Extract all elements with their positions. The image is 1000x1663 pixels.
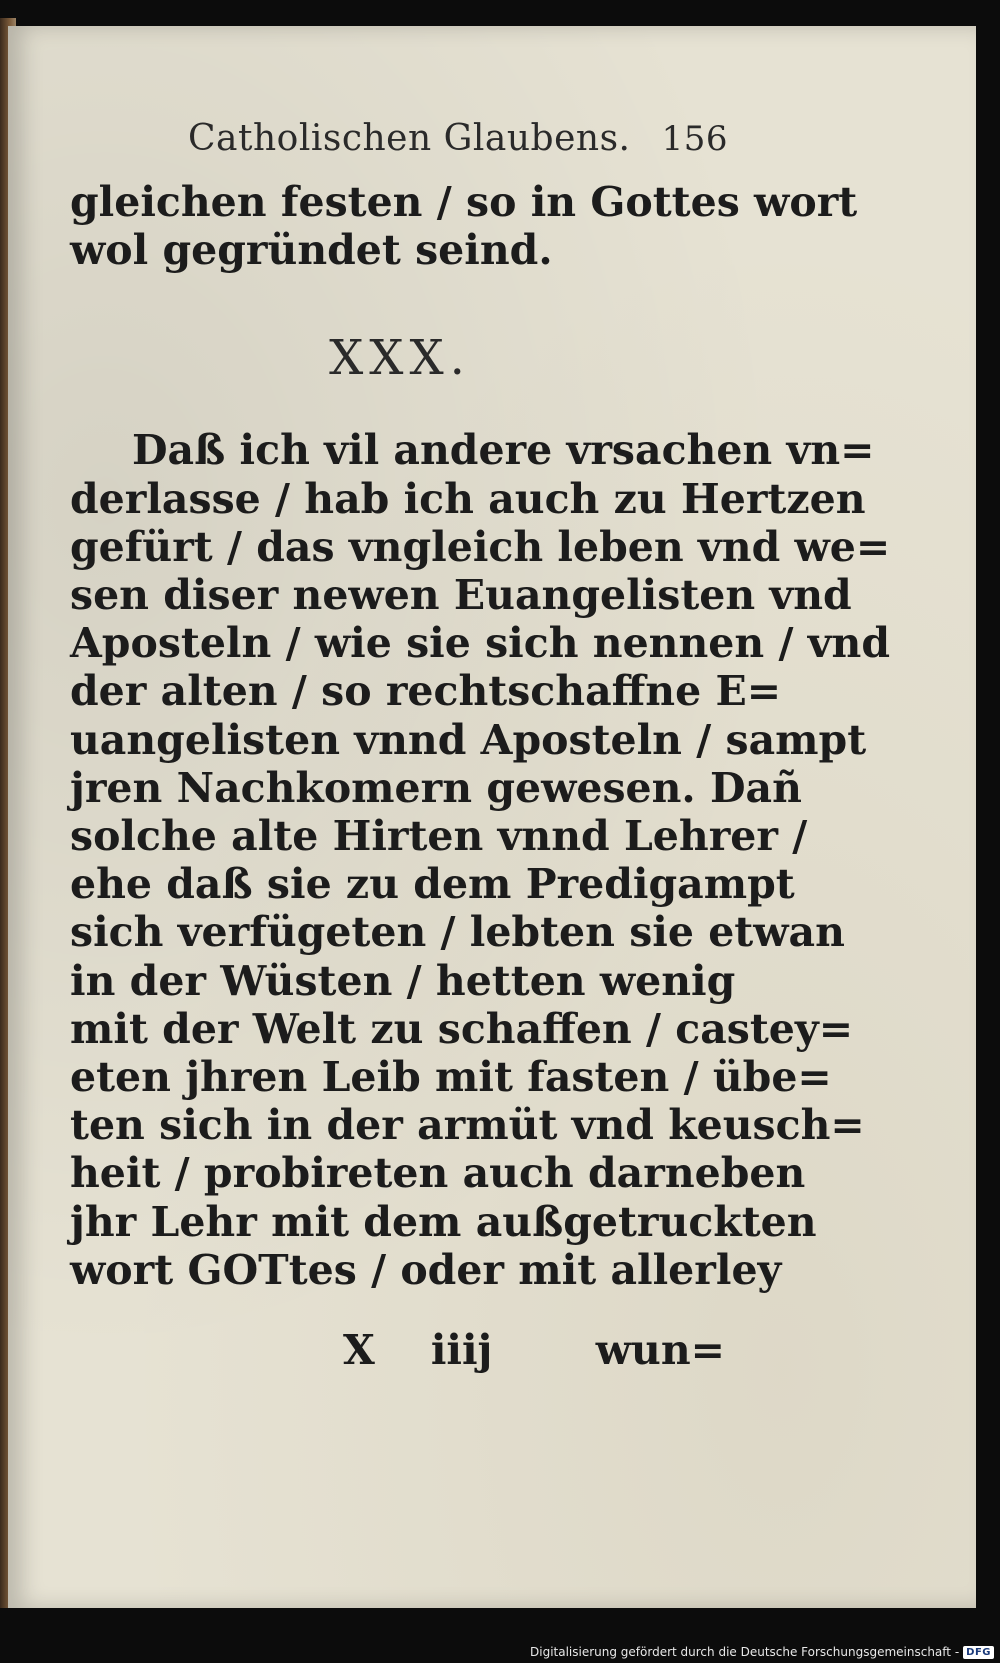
text-line: sich verfügeten / lebten sie etwan	[70, 908, 845, 957]
text-line: in der Wüsten / hetten wenig	[70, 956, 736, 1005]
text-line: solche alte Hirten vnnd Lehrer /	[70, 812, 808, 861]
signature-mark: X	[343, 1326, 375, 1374]
text-block	[70, 178, 891, 1294]
signature-line	[343, 1326, 725, 1374]
text-line: mit der Welt zu schaffen / castey=	[70, 1004, 854, 1053]
text-line: gleichen festen / so in Gottes wort	[70, 178, 858, 226]
text-line: heit / probireten auch darneben	[70, 1149, 806, 1198]
footer-credit	[530, 1645, 994, 1659]
footer-text: Digitalisierung gefördert durch die Deutsche Forschungsgemeinschaft -	[530, 1645, 960, 1659]
signature-leaf: iiij	[430, 1326, 493, 1374]
dfg-logo-icon: DFG	[963, 1646, 994, 1659]
text-line: eten jhren Leib mit fasten / übe=	[70, 1053, 832, 1102]
text-line: Aposteln / wie sie sich nennen / vnd	[70, 619, 891, 668]
catchword: wun=	[595, 1326, 725, 1374]
section-heading: XXX.	[329, 330, 471, 387]
running-head-title: Catholischen Glaubens.	[188, 118, 631, 159]
text-line: derlasse / hab ich auch zu Hertzen	[70, 474, 866, 523]
text-line: uangelisten vnnd Aposteln / sampt	[70, 715, 867, 764]
text-line: ten sich in der armüt vnd keusch=	[70, 1101, 865, 1150]
page-number: 156	[661, 119, 728, 159]
text-line: jren Nachkomern gewesen. Dañ	[70, 763, 802, 812]
text-line: ehe daß sie zu dem Predigampt	[70, 860, 795, 909]
running-head	[188, 118, 728, 159]
text-line: gefürt / das vngleich leben vnd we=	[70, 522, 891, 571]
text-line: sen diser newen Euangelisten vnd	[70, 571, 852, 620]
book-page	[8, 26, 976, 1608]
text-line: wol gegründet seind.	[70, 226, 553, 275]
text-line: der alten / so rechtschaffne E=	[70, 667, 782, 716]
text-line: wort GOTtes / oder mit allerley	[70, 1245, 782, 1294]
text-line: jhr Lehr mit dem außgetruckten	[70, 1197, 817, 1246]
text-line: Daß ich vil andere vrsachen vn=	[132, 426, 875, 475]
